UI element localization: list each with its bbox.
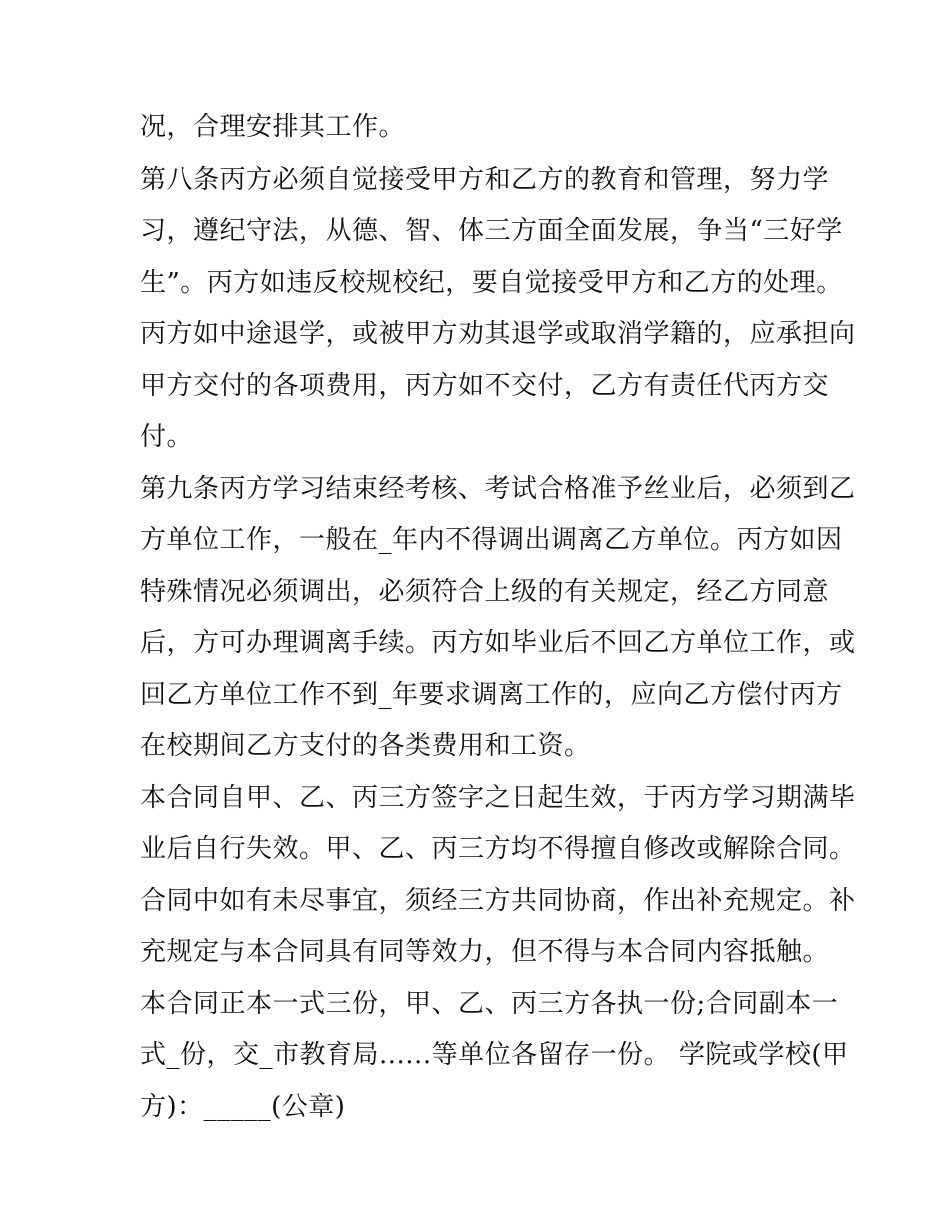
text-line: 丙方如中途退学，或被甲方劝其退学或取消学籍的，应承担向 [140, 319, 856, 349]
text-line: 回乙方单位工作不到_年要求调离工作的，应向乙方偿付丙方 [140, 680, 843, 710]
text-line: 特殊情况必须调出，必须符合上级的有关规定，经乙方同意 [140, 577, 830, 607]
text-line: 方单位工作，一般在_年内不得调出调离乙方单位。丙方如因 [140, 525, 843, 555]
text-line: 式_份，交_市教育局......等单位各留存一份。 学院或学校(甲 [140, 1040, 849, 1070]
text-line: 后，方可办理调离手续。丙方如毕业后不回乙方单位工作，或 [140, 628, 856, 658]
text-line: 第八条丙方必须自觉接受甲方和乙方的教育和管理，努力学 [140, 165, 830, 195]
text-line: 习，遵纪守法，从德、智、体三方面全面发展，争当“三好学 [140, 216, 843, 246]
text-line: 充规定与本合同具有同等效力，但不得与本合同内容抵触。 [140, 937, 830, 967]
text-line: 本合同正本一式三份，甲、乙、丙三方各执一份;合同副本一 [140, 989, 839, 1019]
text-line: 第九条丙方学习结束经考核、考试合格准予丝业后，必须到乙 [140, 474, 856, 504]
text-line: 业后自行失效。甲、乙、丙三方均不得擅自修改或解除合同。 [140, 834, 856, 864]
text-line: 甲方交付的各项费用，丙方如不交付，乙方有责任代丙方交 [140, 371, 830, 401]
text-line: 合同中如有未尽事宜，须经三方共同协商，作出补充规定。补 [140, 886, 856, 916]
text-line: 生”。丙方如违反校规校纪，要自觉接受甲方和乙方的处理。 [140, 268, 843, 298]
text-line: 况，合理安排其工作。 [140, 112, 406, 142]
text-line: 付。 [140, 422, 194, 452]
text-line: 本合同自甲、乙、丙三方签字之日起生效，于丙方学习期满毕 [140, 783, 856, 813]
text-line: 在校期间乙方支付的各类费用和工资。 [140, 731, 591, 761]
text-line: 方)：_____(公章) [140, 1092, 346, 1122]
